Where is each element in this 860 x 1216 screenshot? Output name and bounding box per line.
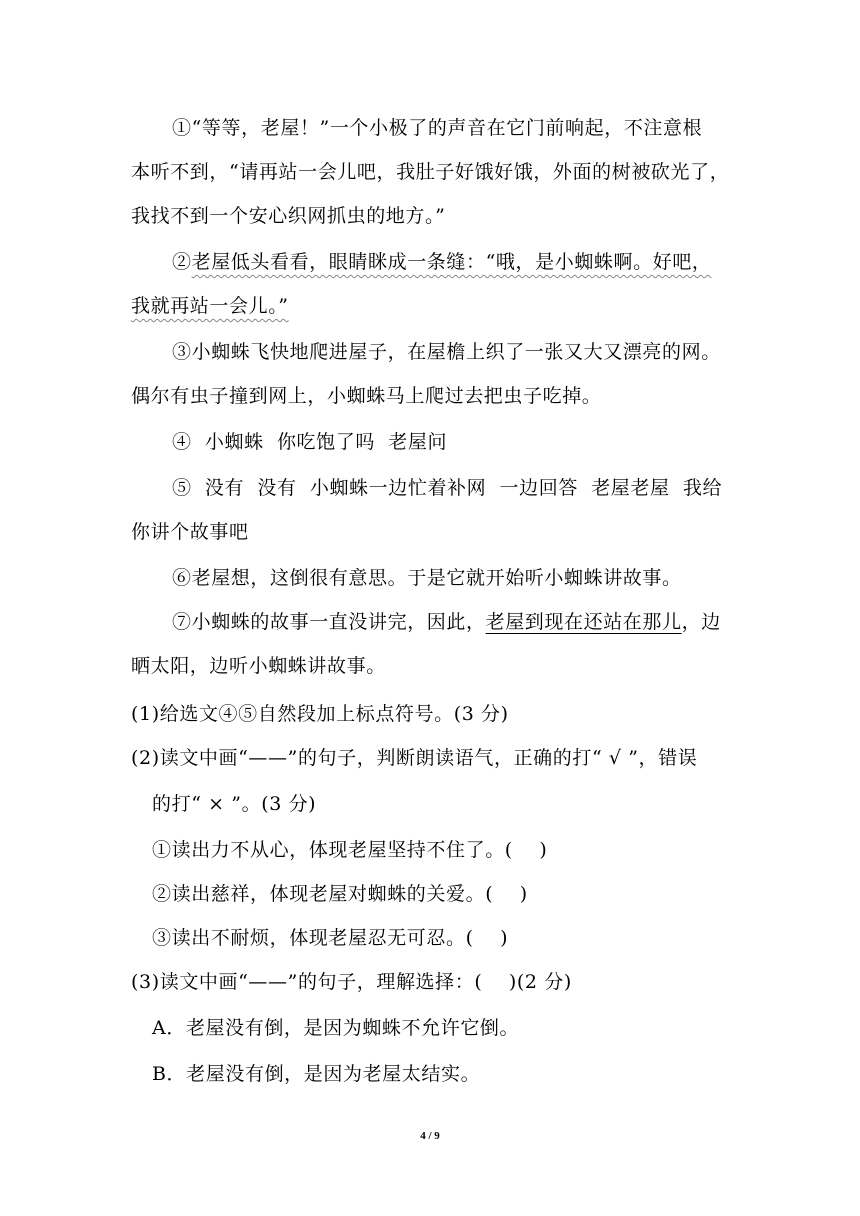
question-3-line-1: (3)读文中画“——”的句子，理解选择：( )(2 分) — [131, 971, 572, 993]
paragraph-3-line-1: ③小蜘蛛飞快地爬进屋子，在屋檐上织了一张又大又漂亮的网。 — [172, 341, 721, 363]
paragraph-1-line-2: 本听不到，“请再站一会儿吧，我肚子好饿好饿，外面的树被砍光了， — [131, 161, 730, 183]
paragraph-5-line-1: ⑤ 没有 没有 小蜘蛛一边忙着补网 一边回答 老屋老屋 我给 — [172, 477, 723, 499]
paragraph-1-line-3: 我找不到一个安心织网抓虫的地方。” — [131, 205, 446, 227]
wavy-underlined-sentence-part-1: 老屋低头看看，眼睛眯成一条缝：“哦，是小蜘蛛啊。好吧， — [191, 251, 712, 273]
paragraph-2-marker: ② — [172, 251, 192, 273]
question-2-line-1: (2)读文中画“——”的句子，判断朗读语气，正确的打“ √ ”，错误 — [131, 747, 698, 769]
paragraph-7-line-1 — [172, 608, 721, 636]
paragraph-7-text-after: ，边 — [681, 611, 721, 633]
underlined-sentence: 老屋到现在还站在那儿 — [485, 611, 682, 633]
paragraph-1-line-1: ①“等等，老屋！”一个小极了的声音在它门前响起，不注意根 — [172, 117, 703, 139]
question-2-option-2: ②读出慈祥，体现老屋对蜘蛛的关爱。( ) — [152, 883, 528, 905]
page-number: 4 / 9 — [420, 1130, 440, 1142]
paragraph-6-line-1: ⑥老屋想，这倒很有意思。于是它就开始听小蜘蛛讲故事。 — [172, 567, 682, 589]
question-2-option-1: ①读出力不从心，体现老屋坚持不住了。( ) — [152, 839, 548, 861]
question-3-option-a: A．老屋没有倒，是因为蜘蛛不允许它倒。 — [152, 1017, 520, 1039]
wavy-underlined-sentence-part-2: 我就再站一会儿。” — [131, 295, 289, 317]
paragraph-2-line-1 — [172, 248, 712, 276]
question-3-option-b: B．老屋没有倒，是因为老屋太结实。 — [152, 1063, 481, 1085]
question-2-line-2: 的打“ × ”。(3 分) — [152, 793, 317, 815]
paragraph-7-text-before: ⑦小蜘蛛的故事一直没讲完，因此， — [172, 611, 486, 633]
question-1: (1)给选文④⑤自然段加上标点符号。(3 分) — [131, 703, 509, 725]
paragraph-2-line-2 — [131, 292, 289, 320]
paragraph-7-line-2: 晒太阳，边听小蜘蛛讲故事。 — [131, 655, 386, 677]
paragraph-5-line-2: 你讲个故事吧 — [131, 521, 249, 543]
question-2-option-3: ③读出不耐烦，体现老屋忍无可忍。( ) — [152, 927, 509, 949]
paragraph-4-line-1: ④ 小蜘蛛 你吃饱了吗 老屋问 — [172, 431, 448, 453]
paragraph-3-line-2: 偶尔有虫子撞到网上，小蜘蛛马上爬过去把虫子吃掉。 — [131, 385, 602, 407]
